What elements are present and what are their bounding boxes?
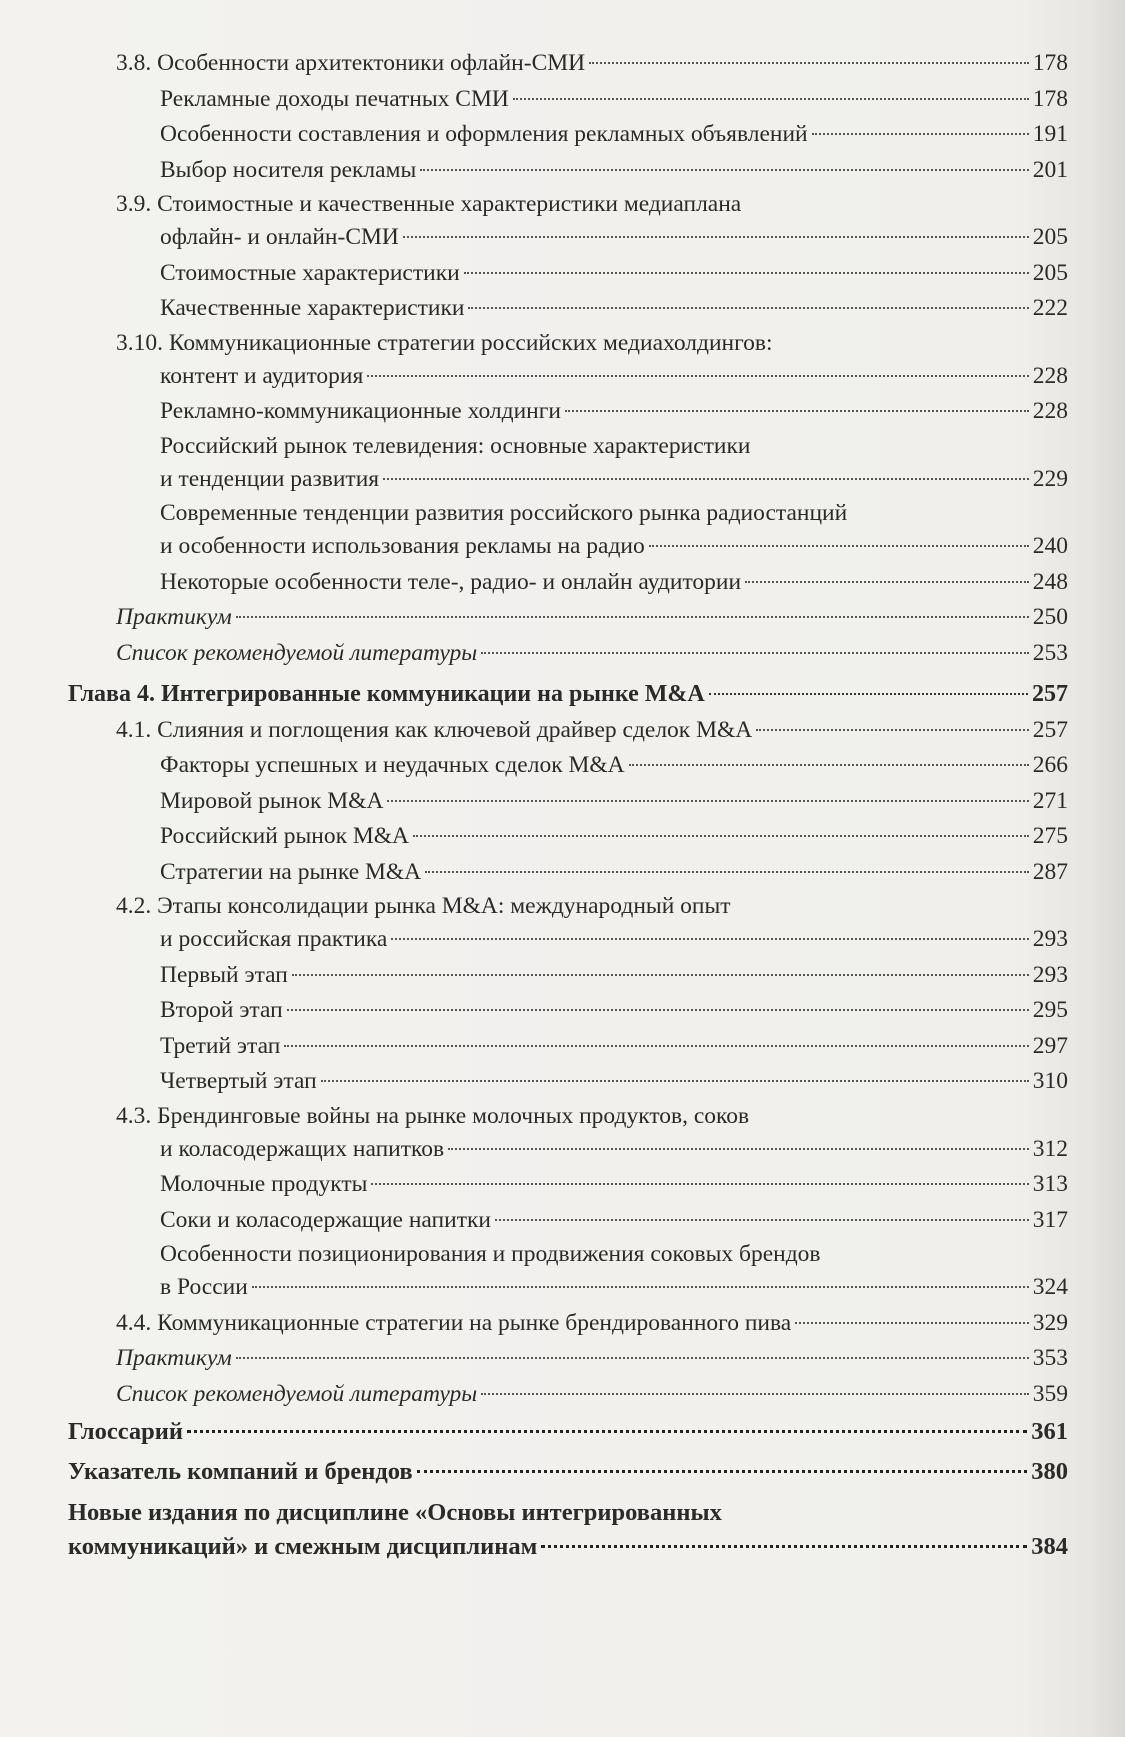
toc-entry (68, 291, 1068, 327)
leader-dots (413, 835, 1029, 837)
leader-dots (292, 974, 1029, 976)
toc-page-number: 293 (1032, 961, 1068, 988)
toc-entry (68, 256, 1068, 292)
toc-page-number: 240 (1032, 533, 1068, 559)
toc-page-number: 310 (1032, 1068, 1068, 1094)
toc-entry (68, 855, 1068, 891)
toc-entry (68, 1270, 1068, 1306)
toc-entry-title: Список рекомендуемой литературы (116, 1380, 478, 1407)
toc-entry (68, 958, 1068, 994)
toc-entry-title: контент и аудитория (160, 362, 364, 389)
toc-page-number: 380 (1031, 1458, 1068, 1485)
leader-dots (425, 871, 1029, 873)
toc-entry (68, 1452, 1068, 1492)
toc-entry-title: Второй этап (160, 997, 283, 1023)
toc-entry-title: Стоимостные характеристики (160, 259, 460, 286)
toc-page-number: 297 (1032, 1032, 1068, 1059)
toc-page-number: 329 (1032, 1309, 1068, 1336)
toc-entry-title-line: Российский рынок телевидения: основные характеристики (160, 432, 751, 459)
toc-entry-title: Факторы успешных и неудачных сделок M&A (160, 752, 625, 778)
toc-entry-title: Рекламно-коммуникационные холдинги (160, 398, 561, 424)
toc-entry-title: Третий этап (160, 1032, 281, 1059)
toc-page-number: 257 (1032, 681, 1068, 707)
toc-entry (68, 1530, 1068, 1564)
toc-entry-title: Мировой рынок M&A (160, 787, 384, 814)
toc-entry-title: Стратегии на рынке M&A (160, 858, 422, 885)
toc-entry (68, 1377, 1068, 1413)
toc-page-number: 359 (1032, 1380, 1068, 1407)
leader-dots (513, 98, 1029, 100)
leader-dots (448, 1148, 1029, 1150)
toc-page-number: 266 (1032, 752, 1068, 778)
toc-entry-title: 3.8. Особенности архитектоники офлайн-СМИ (116, 50, 586, 76)
leader-dots (745, 581, 1029, 583)
toc-page-number: 205 (1032, 224, 1068, 250)
toc-entry-title-line: Современные тенденции развития российского рынка радиостанций (160, 500, 848, 526)
leader-dots (383, 478, 1029, 480)
leader-dots (481, 652, 1029, 654)
toc-entry (68, 784, 1068, 820)
toc-entry-title: 4.4. Коммуникационные стратегии на рынке брендированного пива (116, 1309, 792, 1336)
toc-entry-title: коммуникаций» и смежным дисциплинам (68, 1533, 538, 1560)
leader-dots (187, 1430, 1027, 1433)
leader-dots (287, 1009, 1029, 1011)
leader-dots (391, 938, 1028, 940)
toc-entry-title: Указатель компаний и брендов (68, 1458, 413, 1485)
toc-page-number: 253 (1032, 639, 1068, 666)
toc-entry (68, 394, 1068, 430)
toc-page-number: 384 (1031, 1533, 1068, 1560)
toc-page-number: 178 (1032, 50, 1068, 76)
toc-entry-title: Молочные продукты (160, 1171, 368, 1197)
leader-dots (284, 1045, 1028, 1047)
toc-entry (68, 220, 1068, 256)
toc-entry (68, 82, 1068, 118)
toc-entry-title: и российская практика (160, 926, 388, 952)
toc-page-number: 287 (1032, 858, 1068, 885)
toc-page-number: 228 (1032, 398, 1068, 424)
toc-entry (68, 636, 1068, 672)
toc-page-number: 248 (1032, 568, 1068, 595)
toc-page-number: 271 (1032, 787, 1068, 814)
leader-dots (236, 616, 1029, 618)
toc-entry (68, 748, 1068, 784)
toc-page-number: 201 (1032, 156, 1068, 183)
toc-entry (68, 1167, 1068, 1203)
toc-entry (68, 117, 1068, 153)
leader-dots (387, 800, 1028, 802)
toc-page-number: 222 (1032, 295, 1068, 321)
toc-entry-title: Первый этап (160, 961, 288, 988)
leader-dots (464, 272, 1029, 274)
leader-dots (367, 375, 1028, 377)
toc-entry-title: и тенденции развития (160, 465, 380, 492)
toc-entry (68, 565, 1068, 601)
table-of-contents (68, 46, 1068, 1564)
toc-page-number: 295 (1032, 997, 1068, 1023)
toc-entry (68, 993, 1068, 1029)
toc-entry (68, 462, 1068, 498)
leader-dots (236, 1357, 1029, 1359)
toc-entry (68, 359, 1068, 395)
toc-entry-title: и коласодержащих напитков (160, 1135, 445, 1162)
toc-entry (68, 1029, 1068, 1065)
toc-page-number: 312 (1032, 1135, 1068, 1162)
leader-dots (481, 1393, 1029, 1395)
leader-dots (629, 764, 1029, 766)
toc-page-number: 317 (1032, 1206, 1068, 1233)
toc-entry (68, 1341, 1068, 1377)
toc-entry-title-line: Особенности позиционирования и продвижения соковых брендов (160, 1241, 821, 1267)
toc-entry (68, 153, 1068, 189)
toc-entry (68, 529, 1068, 565)
toc-entry-title: Список рекомендуемой литературы (116, 639, 478, 666)
toc-page-number: 229 (1032, 465, 1068, 492)
leader-dots (495, 1219, 1029, 1221)
toc-entry-title: 4.1. Слияния и поглощения как ключевой драйвер сделок M&A (116, 716, 753, 743)
toc-entry (68, 46, 1068, 82)
leader-dots (649, 545, 1029, 547)
toc-entry-title: офлайн- и онлайн-СМИ (160, 224, 399, 250)
toc-entry-title: Особенности составления и оформления рекламных объявлений (160, 121, 808, 147)
leader-dots (709, 693, 1028, 695)
leader-dots (589, 62, 1029, 64)
leader-dots (468, 307, 1028, 309)
toc-page-number: 353 (1032, 1345, 1068, 1371)
toc-entry-title: Глава 4. Интегрированные коммуникации на рынке M&A (68, 681, 705, 707)
toc-entry (68, 1306, 1068, 1342)
toc-entry (68, 713, 1068, 749)
toc-entry-title: Глоссарий (68, 1418, 183, 1445)
leader-dots (417, 1470, 1028, 1473)
leader-dots (812, 133, 1029, 135)
toc-page-number: 228 (1032, 362, 1068, 389)
toc-entry-title: Практикум (116, 604, 232, 630)
toc-page-number: 275 (1032, 823, 1068, 849)
toc-page-number: 361 (1031, 1418, 1068, 1445)
toc-entry (68, 1412, 1068, 1452)
toc-page-number: 293 (1032, 926, 1068, 952)
toc-entry-title: Качественные характеристики (160, 295, 465, 321)
toc-entry-title-line: Новые издания по дисциплине «Основы интегрированных (68, 1499, 722, 1526)
toc-entry-title-line: 3.10. Коммуникационные стратегии российских медиахолдингов: (116, 329, 773, 356)
toc-page-number: 205 (1032, 259, 1068, 286)
leader-dots (541, 1545, 1027, 1548)
toc-entry-title: и особенности использования рекламы на радио (160, 533, 645, 559)
toc-entry (68, 1203, 1068, 1239)
toc-page-number: 178 (1032, 85, 1068, 112)
toc-page-number: 191 (1032, 121, 1068, 147)
toc-entry-title: Рекламные доходы печатных СМИ (160, 85, 509, 112)
toc-entry-title-line: 4.3. Брендинговые войны на рынке молочных продуктов, соков (116, 1102, 750, 1129)
toc-entry-title: Четвертый этап (160, 1068, 317, 1094)
toc-entry-title: Соки и коласодержащие напитки (160, 1206, 491, 1233)
toc-entry-title-line: 3.9. Стоимостные и качественные характеристики медиаплана (116, 191, 742, 217)
toc-entry (68, 922, 1068, 958)
toc-entry-title: Российский рынок M&A (160, 823, 410, 849)
toc-entry-title-line: 4.2. Этапы консолидации рынка M&A: международный опыт (116, 893, 731, 919)
toc-page-number: 313 (1032, 1171, 1068, 1197)
leader-dots (420, 169, 1029, 171)
leader-dots (795, 1322, 1029, 1324)
toc-entry (68, 1064, 1068, 1100)
toc-entry-title: в России (160, 1274, 248, 1300)
leader-dots (756, 729, 1029, 731)
toc-entry-title: Некоторые особенности теле-, радио- и онлайн аудитории (160, 568, 742, 595)
leader-dots (321, 1080, 1029, 1082)
leader-dots (565, 410, 1029, 412)
leader-dots (371, 1183, 1028, 1185)
toc-page-number: 257 (1032, 716, 1068, 743)
toc-entry (68, 819, 1068, 855)
toc-entry (68, 1132, 1068, 1168)
toc-entry (68, 677, 1068, 713)
leader-dots (403, 236, 1029, 238)
leader-dots (252, 1286, 1029, 1288)
toc-page-number: 324 (1032, 1274, 1068, 1300)
toc-entry (68, 600, 1068, 636)
toc-page-number: 250 (1032, 604, 1068, 630)
toc-entry-title: Практикум (116, 1345, 232, 1371)
toc-entry-title: Выбор носителя рекламы (160, 156, 417, 183)
